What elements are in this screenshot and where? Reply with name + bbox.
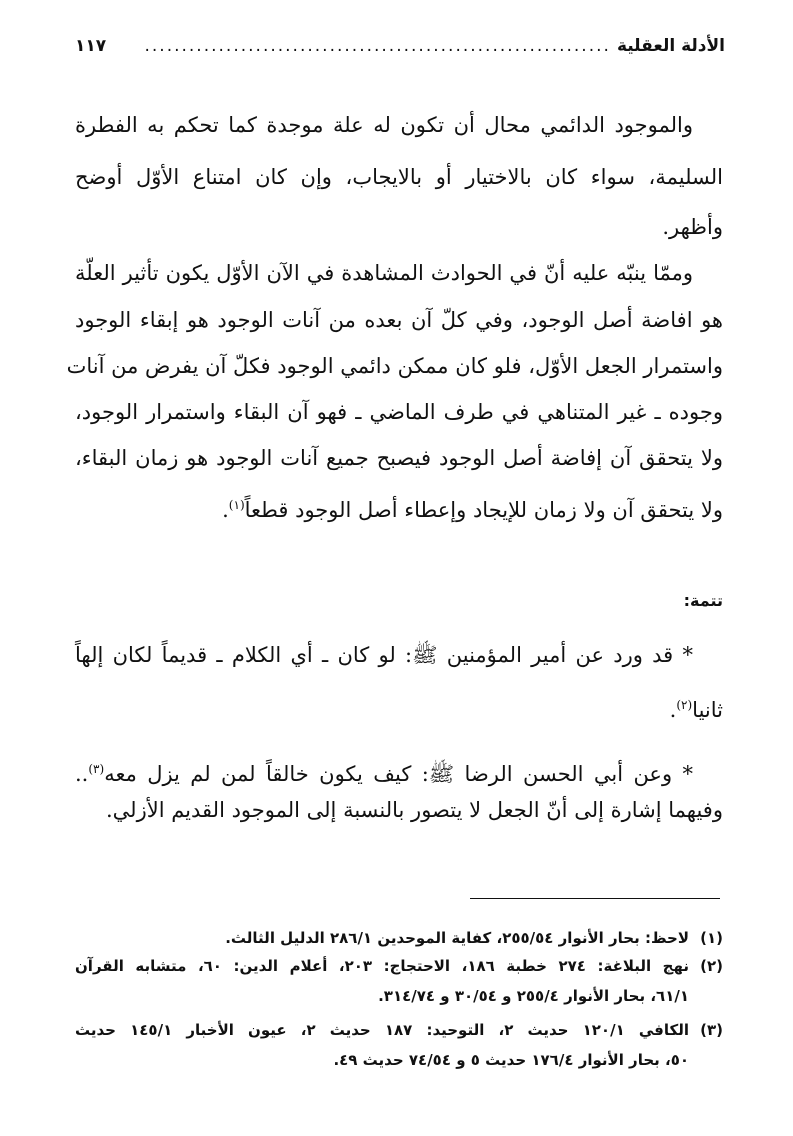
body-line: [75, 690, 723, 725]
footnote-3-continued: ٥٠، بحار الأنوار ١٧٦/٤ حديث ٥ و ٧٤/٥٤ حديث ٤٩.: [333, 1051, 689, 1069]
footnote-number: (١): [700, 929, 723, 947]
body-line: [75, 754, 723, 789]
line-end: .: [669, 698, 677, 722]
body-line: وممّا ينبّه عليه أنّ في الحوادث المشاهدة في الآن الأوّل يكون تأثير العلّة: [75, 261, 693, 285]
page-number: ١١٧: [75, 36, 107, 56]
footnote-ref-1[interactable]: (١): [228, 498, 245, 512]
chapter-title: الأدلة العقلية: [616, 36, 725, 56]
line-end: .: [222, 498, 229, 522]
body-line: وأظهر.: [662, 215, 723, 239]
footnote-separator: [470, 898, 720, 899]
body-line: واستمرار الجعل الأوّل، فلو كان ممكن دائمي الوجود فكلّ آن يفرض من آنات: [66, 354, 723, 378]
body-line: وجوده ـ غير المتناهي في طرف الماضي ـ فهو آن البقاء واستمرار الوجود،: [75, 400, 723, 424]
footnote-ref-2[interactable]: (٢): [676, 698, 693, 712]
body-line: والموجود الدائمي محال أن تكون له علة موجدة كما تحكم به الفطرة: [75, 113, 693, 137]
body-line: السليمة، سواء كان بالاختيار أو بالايجاب، وإن كان امتناع الأوّل أوضح: [75, 165, 723, 189]
body-line: هو افاضة أصل الوجود، وفي كلّ آن بعده من آنات الوجود هو إبقاء الوجود: [75, 308, 723, 332]
body-line: * قد ورد عن أمير المؤمنين ﷺ: لو كان ـ أي الكلام ـ قديماً لكان إلهاً: [75, 643, 693, 667]
dot-leader: ...............................................................: [144, 36, 611, 56]
body-line: وفيهما إشارة إلى أنّ الجعل لا يتصور بالنسبة إلى الموجود القديم الأزلي.: [106, 798, 723, 822]
body-line: [75, 490, 723, 525]
footnote-2-continued: ٦١/١، بحار الأنوار ٢٥٥/٤ و ٣٠/٥٤ و ٣١٤/٧٤.: [378, 987, 689, 1005]
footnote-text: لاحظ: بحار الأنوار ٢٥٥/٥٤، كفاية الموحدين ٢٨٦/١ الدليل الثالث.: [225, 929, 689, 947]
body-line: ولا يتحقق آن إفاضة أصل الوجود فيصبح جميع آنات الوجود هو زمان البقاء،: [75, 446, 723, 470]
footnote-3: [75, 1018, 723, 1042]
line-end: ..: [75, 762, 89, 786]
footnote-number: (٣): [700, 1021, 723, 1039]
line-text: ولا يتحقق آن ولا زمان للإيجاد وإعطاء أصل الوجود قطعاً: [244, 498, 723, 522]
section-heading: تتمة:: [683, 591, 723, 610]
footnote-2: [75, 954, 723, 978]
footnote-text: نهج البلاغة: ٢٧٤ خطبة ١٨٦، الاحتجاج: ٢٠٣، أعلام الدين: ٦٠، متشابه القرآن: [75, 957, 689, 975]
footnote-ref-3[interactable]: (٣): [88, 762, 105, 776]
footnote-text: الكافي ١٢٠/١ حديث ٢، التوحيد: ١٨٧ حديث ٢، عيون الأخبار ١٤٥/١ حديث: [75, 1021, 689, 1039]
line-text: ثانيا: [692, 698, 723, 722]
running-header: [75, 32, 725, 60]
footnote-1: [75, 926, 723, 950]
line-text: * وعن أبي الحسن الرضا ﷺ: كيف يكون خالقاً لمن لم يزل معه: [104, 762, 693, 786]
footnote-number: (٢): [700, 957, 723, 975]
